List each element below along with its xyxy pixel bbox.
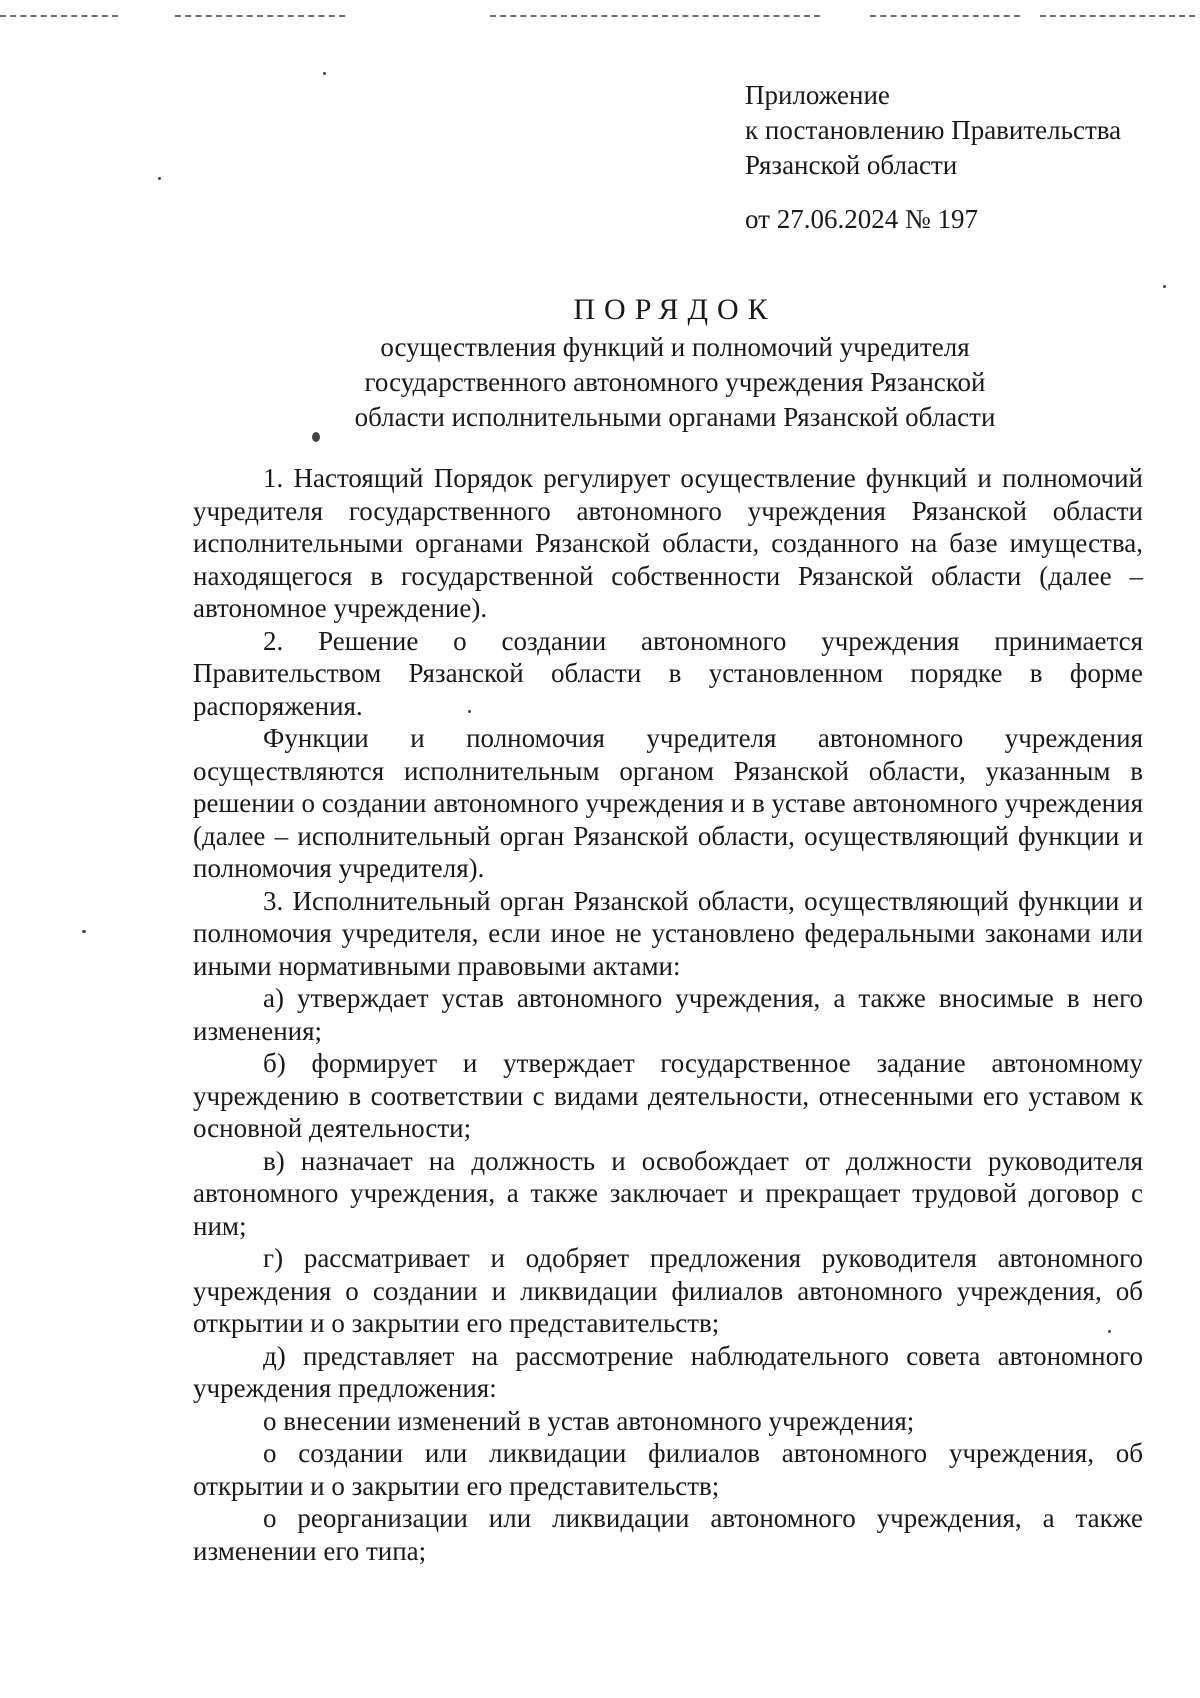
paragraph: о внесении изменений в устав автономного учреждения; xyxy=(263,1405,915,1436)
document-subtitle xyxy=(190,330,1160,435)
paragraph: в) назначает на должность и освобождает от должности руководителя автономного учреждения, а также заключает и прекращает трудовой договор с ним; xyxy=(193,1145,1143,1241)
subtitle-line: области исполнительными органами Рязанской области xyxy=(354,402,996,432)
document-header xyxy=(190,292,1160,435)
scan-edge-artifact xyxy=(0,15,1200,19)
resolution-date: от 27.06.2024 № 197 xyxy=(745,204,978,234)
attachment-line: Рязанской области xyxy=(745,150,958,180)
attachment-block xyxy=(745,78,1121,237)
paragraph: 2. Решение о создании автономного учреждения принимается Правительством Рязанской области в установленном порядке в форме распоряжения. xyxy=(193,625,1143,721)
paragraph: о реорганизации или ликвидации автономного учреждения, а также изменении его типа; xyxy=(193,1503,1143,1566)
document-title: ПОРЯДОК xyxy=(573,293,777,326)
paragraph: 1. Настоящий Порядок регулирует осуществление функций и полномочий учредителя государственного автономного учреждения Рязанской области исполнительными органами Рязанской области, созданного на базе имущества, находящегося в государственной собственности Рязанской области (далее – автономное учреждение). xyxy=(193,463,1143,623)
subtitle-line: осуществления функций и полномочий учредителя xyxy=(380,332,970,362)
paragraph: г) рассматривает и одобряет предложения руководителя автономного учреждения о создании и ликвидации филиалов автономного учреждения, об открытии и о закрытии его представительств; xyxy=(193,1243,1143,1338)
paragraph: а) утверждает устав автономного учреждения, а также вносимые в него изменения; xyxy=(193,983,1143,1046)
scan-speck xyxy=(1163,285,1166,288)
subtitle-line: государственного автономного учреждения Рязанской xyxy=(364,367,986,397)
paragraph: б) формирует и утверждает государственное задание автономному учреждению в соответствии с видами деятельности, отнесенными его уставом к основной деятельности; xyxy=(193,1048,1143,1143)
scan-speck xyxy=(158,177,161,180)
scan-speck xyxy=(82,930,86,933)
paragraph: д) представляет на рассмотрение наблюдательного совета автономного учреждения предложения: xyxy=(193,1340,1143,1403)
scan-speck xyxy=(323,72,326,75)
paragraph: о создании или ликвидации филиалов автономного учреждения, об открытии и о закрытии его представительств; xyxy=(193,1438,1143,1501)
attachment-line: к постановлению Правительства xyxy=(745,115,1122,145)
attachment-line: Приложение xyxy=(745,80,890,110)
paragraph: Функции и полномочия учредителя автономного учреждения осуществляются исполнительным органом Рязанской области, указанным в решении о создании автономного учреждения и в уставе автономного учреждения (далее – исполнительный орган Рязанской области, осуществляющий функции и полномочия учредителя). xyxy=(193,723,1143,883)
paragraph: 3. Исполнительный орган Рязанской области, осуществляющий функции и полномочия учредителя, если иное не установлено федеральными законами или иными нормативными правовыми актами: xyxy=(193,885,1143,981)
document-body xyxy=(193,462,1143,1567)
